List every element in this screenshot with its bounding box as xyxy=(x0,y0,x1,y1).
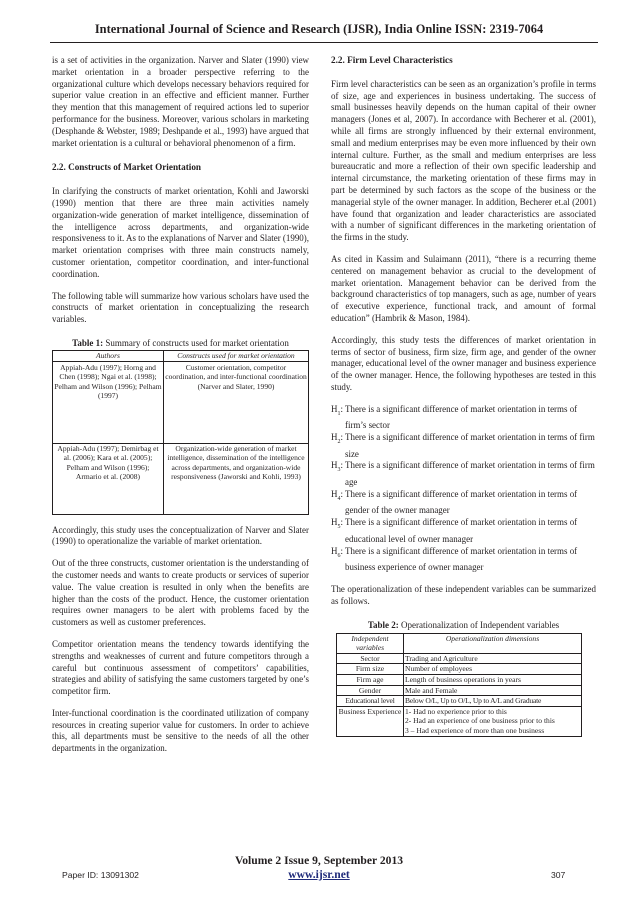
table1-cell-constructs: Organization-wide generation of market intelligence, dissemination of the intelligence across departments, and organization-wide responsiveness (Jaworski and Kohli, 1993) xyxy=(164,443,309,514)
table-row xyxy=(337,685,582,696)
table-row xyxy=(337,706,582,736)
table1-header-authors: Authors xyxy=(53,350,164,361)
hypothesis-text: : There is a significant difference of market orientation in terms of educational level of owner manager xyxy=(340,517,578,544)
hypothesis-number: 3 xyxy=(337,467,341,474)
table-row xyxy=(53,443,309,514)
table2-cell-dimension: Number of employees xyxy=(404,664,582,675)
hypothesis-label: H xyxy=(331,460,338,471)
table-row xyxy=(337,674,582,685)
table2-cell-dimension: Male and Female xyxy=(404,685,582,696)
table2-header-variables: Independent variables xyxy=(337,633,404,653)
hypothesis-text: : There is a significant difference of market orientation in terms of firm’s sector xyxy=(340,403,578,431)
table2-caption-text: Operationalization of Independent variables xyxy=(398,619,560,630)
table2-cell-variable: Business Experience xyxy=(337,706,404,736)
hypothesis-item xyxy=(331,517,596,545)
table1-caption-text: Summary of constructs used for market orientation xyxy=(103,337,289,348)
table2-cell-variable: Sector xyxy=(337,653,404,664)
table2-cell-dimension: Trading and Agriculture xyxy=(404,653,582,664)
table2-header-dimensions: Operationalization dimensions xyxy=(404,633,582,653)
hypothesis-number: 5 xyxy=(337,524,341,530)
paragraph-interfunctional-coordination: Inter-functional coordination is the coordinated utilization of company resources in creating superior value for customers. In order to achieve this, all departments must be sensitive to the needs of all the other departments in the organization. xyxy=(52,707,309,754)
hypothesis-text: : There is a significant difference of market orientation in terms of firm age xyxy=(340,460,595,488)
footer-issue: Volume 2 Issue 9, September 2013 xyxy=(234,854,404,867)
paragraph-kassim-quote: As cited in Kassim and Sulaimann (2011), “there is a recurring theme centered on management behavior as crucial to the development of market orientation. Management behavior can be derived from the background characteristics of top managers, such as age, number of years of executive experience, functional track, and amount of formal education” (Hambrik & Mason, 1984). xyxy=(331,253,596,323)
section-heading-constructs: 2.2. Constructs of Market Orientation xyxy=(52,162,202,173)
table1-cell-constructs: Customer orientation, competitor coordination, and inter-functional coordination (Narver and Slater, 1990) xyxy=(164,361,309,443)
paragraph-table-intro: The following table will summarize how various scholars have used the constructs of market orientation in conceptualizing the research variables. xyxy=(52,290,309,325)
experience-option: 2- Had an experience of one business prior to this xyxy=(405,716,555,726)
table2-cell-dimension xyxy=(404,706,582,736)
hypothesis-number: 4 xyxy=(337,495,341,502)
hypothesis-number: 6 xyxy=(337,552,341,559)
hypothesis-label: H xyxy=(331,517,338,528)
footer-website-link[interactable]: www.ijsr.net xyxy=(288,868,350,881)
hypothesis-text: : There is a significant difference of market orientation in terms of firm size xyxy=(340,432,595,459)
paragraph-competitor-orientation: Competitor orientation means the tendency towards identifying the strengths and weaknesses of current and future competitors through a careful but continuous assessment of competitors’ capabilities, strategies and ability of satisfying the same customers targeted by one’s competitor firm. xyxy=(52,638,309,697)
footer-page-number: 307 xyxy=(551,870,566,880)
table2-caption-label: Table 2: xyxy=(367,619,399,630)
table2-cell-dimension: Length of business operations in years xyxy=(404,674,582,685)
table2-cell-variable: Gender xyxy=(337,685,404,696)
hypotheses-list xyxy=(331,404,596,574)
hypothesis-label: H xyxy=(331,403,338,414)
table2-operationalization xyxy=(336,633,582,737)
hypothesis-number: 1 xyxy=(337,410,341,417)
table1-header-constructs: Constructs used for market orientation xyxy=(164,350,309,361)
table-row xyxy=(53,361,309,443)
table2-cell-dimension: Below O/L, Up to O/L, Up to A/L and Graduate xyxy=(404,696,582,707)
paragraph-firm-characteristics: Firm level characteristics can be seen as an organization’s profile in terms of size, age and experiences in business undertaking. The success of small businesses heavily depends on the human capital of their owner managers (Jones et al, 2007). In accordance with Becherer et al. (2001), while all firms are strongly influenced by their external environment, small and medium enterprises may be even more influenced by their own internal culture. Further, as the small and medium enterprises are less bureaucratic and more a reflection of their own specific leadership and internal circumstance, the marketing orientation of these firms may in part be determined by such factors as the scope of the business or the managerial style of the owner manager. In addition, Becherer et.al (2001) have found that organization and leader characteristics are associated with a number of significant differences in the marketing orientation of the firms in the study. xyxy=(331,78,596,243)
hypothesis-item xyxy=(331,546,596,574)
hypothesis-text: : There is a significant difference of market orientation in terms of gender of the owner manager xyxy=(340,488,578,516)
hypothesis-label: H xyxy=(331,432,338,443)
hypothesis-text: : There is a significant difference of market orientation in terms of business experience of owner manager xyxy=(340,545,578,573)
table1-caption xyxy=(52,338,309,349)
table-row xyxy=(337,653,582,664)
header-divider xyxy=(50,42,598,43)
hypothesis-label: H xyxy=(331,545,338,556)
paragraph-hypotheses-intro: Accordingly, this study tests the differences of market orientation in terms of sector of business, firm size, firm age, and gender of the owner manager, educational level of the owner manager and business experience of the owner manager. Hence, the following hypotheses are tested in this study. xyxy=(331,334,596,392)
experience-option: 1- Had no experience prior to this xyxy=(405,706,507,716)
hypothesis-label: H xyxy=(331,488,338,499)
right-column xyxy=(331,55,596,737)
journal-header-title: International Journal of Science and Research (IJSR), India Online ISSN: 2319-7064 xyxy=(94,22,544,36)
hypothesis-number: 2 xyxy=(337,438,341,445)
table-row xyxy=(337,664,582,675)
hypothesis-item xyxy=(331,460,596,488)
left-column xyxy=(52,55,309,755)
section-heading-firm-level: 2.2. Firm Level Characteristics xyxy=(331,55,453,65)
table-row xyxy=(337,696,582,707)
table2-header-row xyxy=(337,633,582,653)
paragraph-intro: is a set of activities in the organization. Narver and Slater (1990) view market orientation in a broader perspective referring to the organizational culture which develops necessary behaviors required for superior value creation in an effective and efficient manner. Further they mention that this management of required actions led to superior performance for the business. Moreover, various scholars in marketing (Desphande & Webster, 1989; Deshpande et al., 1993) have argued that market orientation is a cultural or behavioral phenomenon of a firm. xyxy=(52,55,309,148)
table2-cell-variable: Firm age xyxy=(337,674,404,685)
paragraph-operationalization: The operationalization of these independent variables can be summarized as follows. xyxy=(331,583,596,606)
experience-option: 3 – Had experience of more than one business xyxy=(405,725,545,735)
table1-cell-authors: Appiah-Adu (1997); Demirbag et al. (2006); Kara et al. (2005); Pelham and Wilson (1996); Armario et al. (2008) xyxy=(53,443,164,514)
table1-header-row xyxy=(53,350,309,361)
table2-caption xyxy=(331,620,596,631)
footer-paper-id: Paper ID: 13091302 xyxy=(62,870,139,880)
paragraph-conceptualization: Accordingly, this study uses the conceptualization of Narver and Slater (1990) to operationalize the variable of market orientation. xyxy=(52,524,309,547)
hypothesis-item xyxy=(331,404,596,432)
hypothesis-item xyxy=(331,489,596,517)
table2-cell-variable: Firm size xyxy=(337,664,404,675)
table1-caption-label: Table 1: xyxy=(72,337,104,348)
paragraph-customer-orientation: Out of the three constructs, customer orientation is the understanding of the customer needs and wants to create products or services of superior value. The value creation is resulted in only when the benefits are higher than the costs of the product. Hence, the customer orientation requires owner managers to be alert with problems faced by the customers as well as customer preferences. xyxy=(52,558,309,628)
table2-cell-variable: Educational level xyxy=(337,696,404,707)
table1-constructs xyxy=(52,350,309,515)
hypothesis-item xyxy=(331,432,596,460)
table1-cell-authors: Appiah-Adu (1997); Horng and Chen (1998); Ngai et al. (1998); Pelham and Wilson (1996); Pelham (1997) xyxy=(53,361,164,443)
paragraph-constructs: In clarifying the constructs of market orientation, Kohli and Jaworski (1990) mention that there are three main activities namely organization-wide generation of market intelligence, dissemination of the intelligence across departments, and organization-wide responsiveness to it. As to the explanations of Narver and Slater (1990), market orientation comprises with three main constructs namely, customer orientation, competitor coordination, and inter-functional coordination. xyxy=(52,186,309,279)
